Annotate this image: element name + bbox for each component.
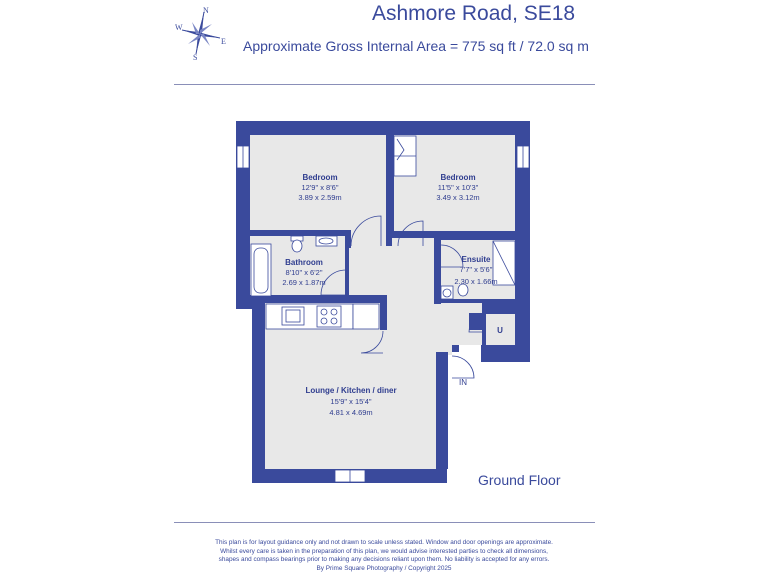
bedroom-2-name: Bedroom xyxy=(440,173,476,182)
floor-label: Ground Floor xyxy=(478,472,561,488)
bathroom-metric: 2.69 x 1.87m xyxy=(282,278,326,287)
ensuite-imperial: 7'7" x 5'6" xyxy=(459,265,493,274)
bedroom-1-name: Bedroom xyxy=(302,173,338,182)
ensuite-metric: 2.30 x 1.66m xyxy=(454,277,498,286)
area-subtitle: Approximate Gross Internal Area = 775 sq ft / 72.0 sq m xyxy=(243,38,589,54)
bottom-divider xyxy=(174,522,595,523)
hob xyxy=(317,306,341,327)
disclaimer-line: shapes and compass bearings prior to making any decisions reliant upon them. No liability is accepted for any errors. xyxy=(218,556,550,564)
compass-n: N xyxy=(203,6,209,15)
door-entrance xyxy=(452,356,474,378)
disclaimer-line: By Prime Square Photography / Copyright 2025 xyxy=(316,564,452,572)
disclaimer-line: This plan is for layout guidance only and not drawn to scale unless stated. Window and door openings are approximate. xyxy=(215,539,553,546)
lounge-imperial: 15'9" x 15'4" xyxy=(330,397,372,406)
lounge-metric: 4.81 x 4.69m xyxy=(329,408,373,417)
disclaimer-line: Whilst every care is taken in the preparation of this plan, we would advise interested parties to check all dimensions, xyxy=(220,547,548,555)
utility-label: U xyxy=(497,326,503,335)
fridge xyxy=(353,304,379,329)
bedroom-2-metric: 3.49 x 3.12m xyxy=(436,193,480,202)
entrance-label: IN xyxy=(459,378,467,387)
bedroom-1-metric: 3.89 x 2.59m xyxy=(298,193,342,202)
ensuite-name: Ensuite xyxy=(461,255,491,264)
lounge-name: Lounge / Kitchen / diner xyxy=(305,386,397,395)
bathroom-imperial: 8'10" x 6'2" xyxy=(285,268,323,277)
bedroom-1-imperial: 12'9" x 8'6" xyxy=(301,183,339,192)
property-title: Ashmore Road, SE18 xyxy=(372,2,576,25)
compass-e: E xyxy=(221,37,226,46)
disclaimer xyxy=(150,539,618,573)
bedroom-2-imperial: 11'5" x 10'3" xyxy=(437,183,479,192)
compass-w: W xyxy=(175,23,183,32)
bathroom-name: Bathroom xyxy=(285,258,323,267)
compass-s: S xyxy=(193,53,198,62)
